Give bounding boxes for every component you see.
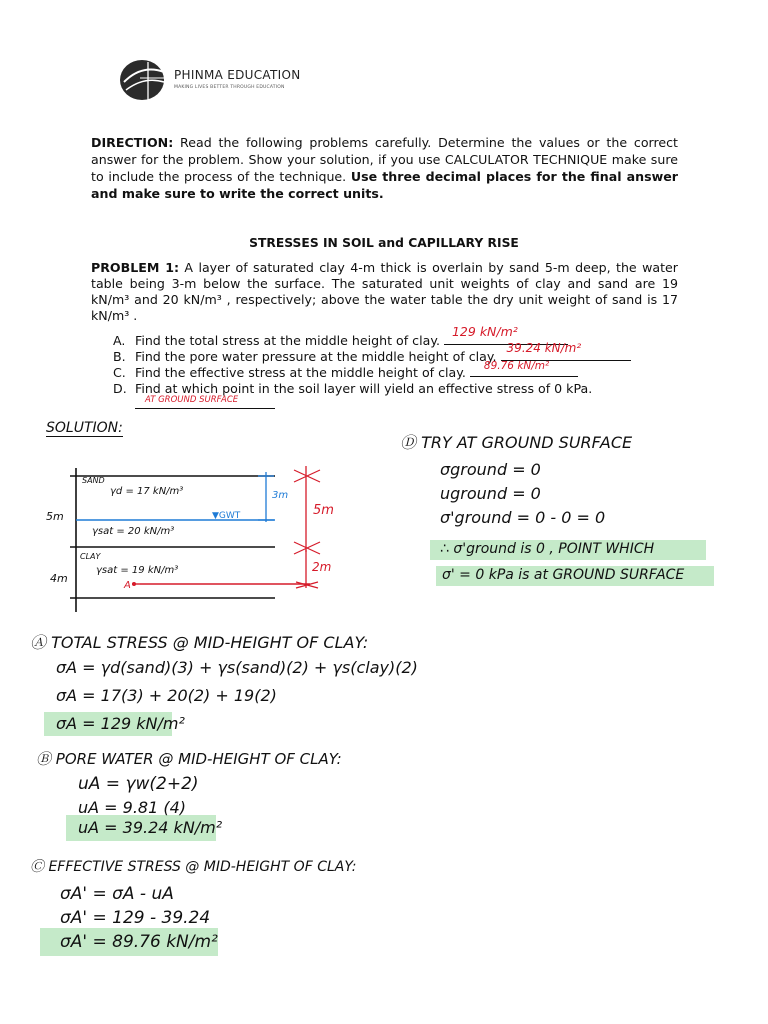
part-c-heading: Ⓒ EFFECTIVE STRESS @ MID-HEIGHT OF CLAY: [30,859,357,875]
part-d-line-1: σground = 0 [440,460,541,479]
part-d-conclusion-2: σ' = 0 kPa is at GROUND SURFACE [442,567,685,583]
gwt-label: ▼GWT [212,511,241,521]
sand-dry-unit-weight: γd = 17 kN/m³ [110,486,184,497]
part-c-line-2: σA' = 129 - 39.24 [60,908,211,928]
direction-bold-text: Use three decimal places for the final answer and make sure to write the correct units. [91,169,678,201]
question-d-answer-line [113,397,678,413]
problem-text: A layer of saturated clay 4-m thick is overlain by sand 5-m deep, the water table being 3-m below the surface. The saturated unit weights of clay and sand are 19 kN/m³ and 20 kN/m³ , respectively; above the water table the dry unit weight of sand is 17 kN/m³ . [91,260,678,323]
direction-text: Read the following problems carefully. Determine the values or the correct answer for the problem. Show your solution, if you use CALCULATOR TECHNIQUE make sure to include the process of the technique. [91,135,678,184]
brand-name: PHINMA EDUCATION [174,68,301,82]
phinma-logo [118,58,338,110]
part-d-line-2: uground = 0 [440,484,541,503]
answer-c: 89.76 kN/m² [483,360,550,372]
part-a-result: σA = 129 kN/m² [56,714,185,733]
answer-b: 39.24 kN/m² [506,341,582,355]
part-b-line-2: uA = 9.81 (4) [78,798,187,817]
logo-globe-icon [118,58,170,104]
soil-profile-diagram [30,462,370,622]
clay-sat-unit-weight: γsat = 19 kN/m³ [96,565,179,576]
point-a-label: A [124,580,131,591]
sand-label: SAND [82,476,105,485]
answer-a: 129 kN/m² [451,324,518,339]
question-text: Find at which point in the soil layer will yield an effective stress of 0 kPa. [135,381,593,396]
question-list [113,324,678,413]
answer-blank [470,360,578,377]
problem-label: PROBLEM 1: [91,260,179,275]
question-text: Find the pore water pressure at the middle height of clay. [135,349,497,364]
point-a-marker [132,582,136,586]
part-b-heading: Ⓑ PORE WATER @ MID-HEIGHT OF CLAY: [36,750,342,768]
question-letter: A. [113,333,126,348]
question-c [113,360,678,381]
direction-paragraph [91,134,678,202]
question-text: Find the effective stress at the middle height of clay. [135,365,466,380]
brand-tagline: MAKING LIVES BETTER THROUGH EDUCATION [174,85,285,90]
answer-blank [135,397,275,409]
dim-4m-left-label: 4m [50,572,68,585]
question-text: Find the total stress at the middle height of clay. [135,333,440,348]
question-letter: B. [113,349,126,364]
part-d-conclusion-1: ∴ σ'ground is 0 , POINT WHICH [440,541,655,557]
part-c-result: σA' = 89.76 kN/m² [60,932,218,952]
part-a-heading: Ⓐ TOTAL STRESS @ MID-HEIGHT OF CLAY: [30,633,369,652]
part-b-result: uA = 39.24 kN/m² [78,818,223,837]
sand-sat-unit-weight: γsat = 20 kN/m³ [92,526,175,537]
question-letter: D. [113,381,127,396]
clay-label: CLAY [80,552,101,561]
question-letter: C. [113,365,126,380]
dim-5m-right-label: 5m [313,503,334,518]
part-a-line-2: σA = 17(3) + 20(2) + 19(2) [56,686,277,705]
part-a-line-1: σA = γd(sand)(3) + γs(sand)(2) + γs(clay)(2) [56,658,418,677]
answer-d: AT GROUND SURFACE [145,395,239,405]
part-d-heading: Ⓓ TRY AT GROUND SURFACE [400,433,633,452]
dim-5m-left-label: 5m [46,510,64,523]
part-d-line-3: σ'ground = 0 - 0 = 0 [440,508,606,527]
problem-1-paragraph [91,260,678,324]
dim-3m-label: 3m [272,490,289,501]
question-a [113,324,678,349]
solution-label: SOLUTION: [46,420,123,436]
direction-label: DIRECTION: [91,135,174,150]
part-c-line-1: σA' = σA - uA [60,884,174,904]
section-title: STRESSES IN SOIL and CAPILLARY RISE [249,236,519,250]
dim-2m-label: 2m [312,560,332,574]
question-b [113,341,678,365]
part-b-line-1: uA = γw(2+2) [78,774,199,794]
